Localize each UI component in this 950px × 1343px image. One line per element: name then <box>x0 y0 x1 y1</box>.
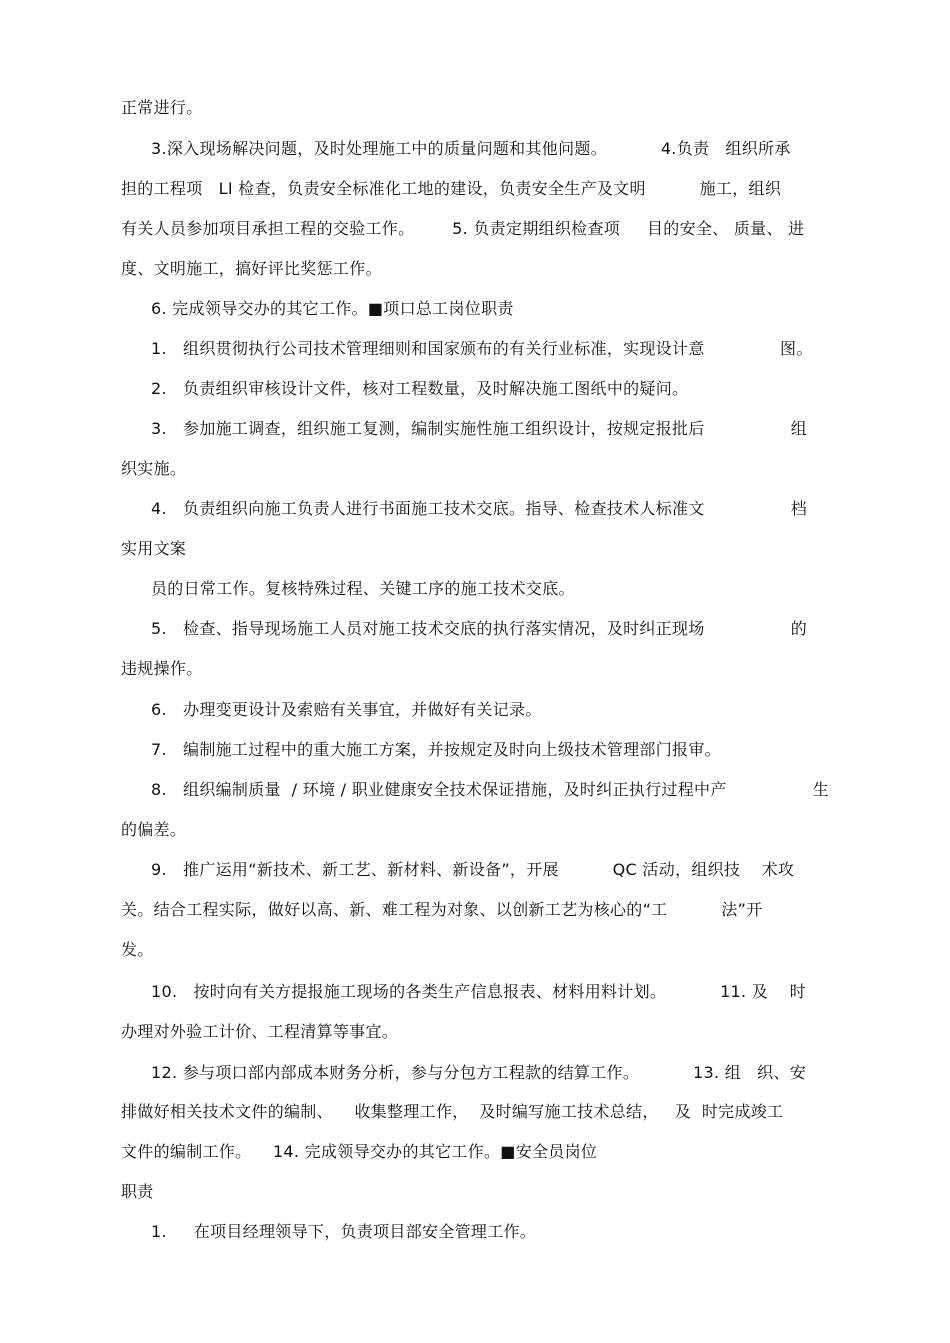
text-line: 1. 组织贯彻执行公司技术管理细则和国家颁布的有关行业标准，实现设计意 图。 <box>151 339 813 358</box>
text-line: 职责 <box>121 1182 154 1201</box>
text-line: 织实施。 <box>121 459 187 478</box>
text-line: 关。结合工程实际，做好以高、新、难工程为对象、以创新工艺为核心的“工 法”开 <box>121 900 763 919</box>
text-line: 1. 在项目经理领导下，负责项目部安全管理工作。 <box>151 1222 537 1241</box>
text-line: 8. 组织编制质量 / 环境 / 职业健康安全技术保证措施，及时纠正执行过程中产 生 <box>151 780 830 799</box>
text-line: 担的工程项 LI 检查，负责安全标准化工地的建设，负责安全生产及文明 施工，组织 <box>121 179 782 198</box>
text-line: 发。 <box>121 940 154 959</box>
text-line: 6. 完成领导交办的其它工作。■项口总工岗位职责 <box>151 299 514 318</box>
text-line: 度、文明施工，搞好评比奖惩工作。 <box>121 259 382 278</box>
text-line: 6. 办理变更设计及索赔有关事宜，并做好有关记录。 <box>151 700 542 719</box>
text-line: 排做好相关技术文件的编制、 收集整理工作， 及时编写施工技术总结， 及 时完成竣工 <box>121 1102 784 1121</box>
text-line: 3. 参加施工调查，组织施工复测，编制实施性施工组织设计，按规定报批后 组 <box>151 419 808 438</box>
text-line: 4. 负责组织向施工负责人进行书面施工技术交底。指导、检查技术人标准文 档 <box>151 499 808 518</box>
text-line: 5. 检查、指导现场施工人员对施工技术交底的执行落实情况，及时纠正现场 的 <box>151 619 808 638</box>
text-line: 10. 按时向有关方提报施工现场的各类生产信息报表、材料用料计划。 11. 及 时 <box>151 982 806 1001</box>
text-line: 实用文案 <box>121 539 187 558</box>
text-line: 办理对外验工计价、工程清算等事宜。 <box>121 1022 399 1041</box>
text-line: 员的日常工作。复核特殊过程、关键工序的施工技术交底。 <box>151 579 575 598</box>
text-line: 9. 推广运用“新技术、新工艺、新材料、新设备”，开展 QC 活动，组织技 术攻 <box>151 860 795 879</box>
text-line: 有关人员参加项目承担工程的交验工作。 5. 负责定期组织检查项 目的安全、 质量、 进 <box>121 219 805 238</box>
text-line: 违规操作。 <box>121 659 203 678</box>
text-line: 文件的编制工作。 14. 完成领导交办的其它工作。■安全员岗位 <box>121 1142 598 1161</box>
text-line: 2. 负责组织审核设计文件，核对工程数量，及时解决施工图纸中的疑问。 <box>151 379 689 398</box>
text-line: 的偏差。 <box>121 820 187 839</box>
text-line: 12. 参与项口部内部成本财务分析，参与分包方工程款的结算工作。 13. 组 织、安 <box>151 1063 807 1082</box>
text-line: 正常进行。 <box>121 98 203 117</box>
text-line: 3.深入现场解决问题，及时处理施工中的质量问题和其他问题。 4.负责 组织所承 <box>151 139 791 158</box>
text-line: 7. 编制施工过程中的重大施工方案，并按规定及时向上级技术管理部门报审。 <box>151 740 721 759</box>
